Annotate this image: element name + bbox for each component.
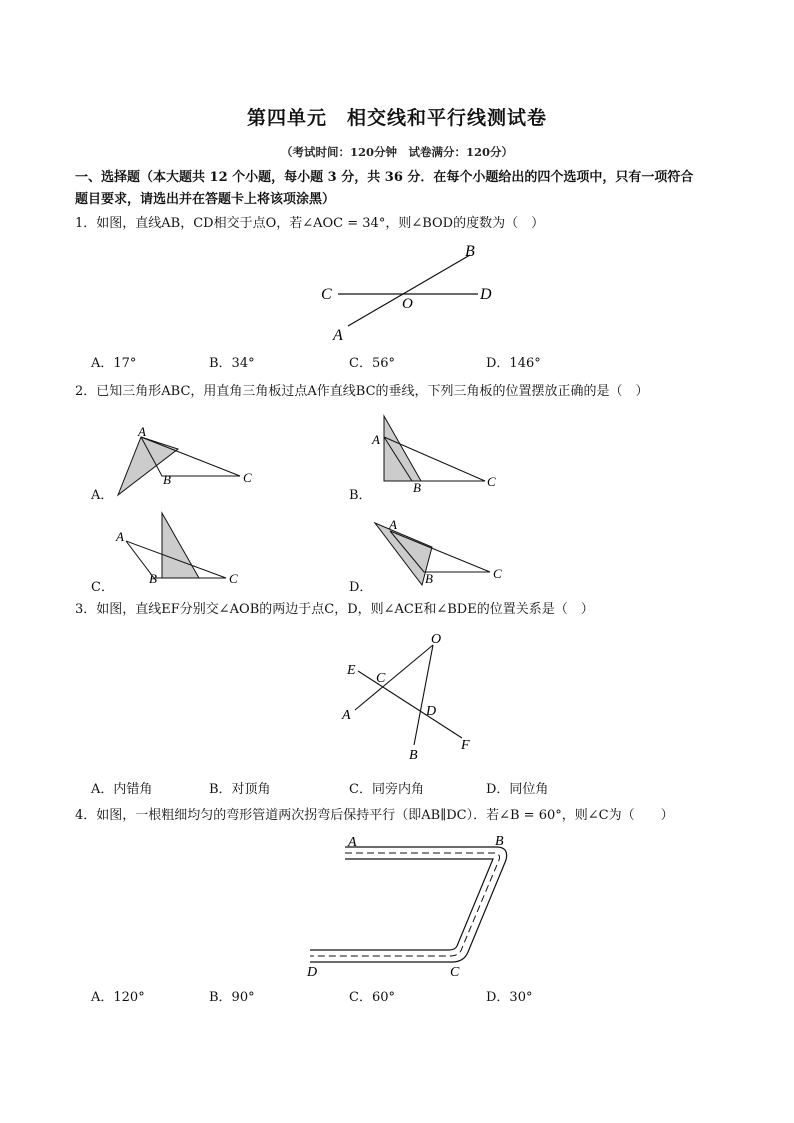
section-heading: 一、选择题	[75, 170, 141, 185]
q2-option-a[interactable]: A．	[91, 488, 114, 503]
q4-label-c: C	[450, 965, 460, 980]
q4-label-a: A	[348, 835, 357, 850]
q1-label-d: D	[480, 286, 492, 303]
q4-label-b: B	[495, 834, 504, 849]
q1-label-b: B	[465, 243, 475, 260]
q3-label-c: C	[376, 671, 386, 686]
q4-pipe-outer	[310, 847, 507, 962]
q3-label-f: F	[461, 738, 470, 753]
q2-option-b[interactable]: B．	[349, 488, 372, 503]
q2d-label-b: B	[425, 571, 433, 586]
q2b-label-a: A	[372, 432, 380, 447]
q3-option-c[interactable]: C．同旁内角	[349, 782, 424, 797]
q2a-label-c: C	[243, 470, 252, 485]
q3-label-o: O	[431, 632, 442, 647]
q2d-label-a: A	[389, 517, 397, 532]
q3-label-b: B	[409, 748, 418, 763]
section-desc-line2: 题目要求，请选出并在答题卡上将该项涂黑）	[75, 192, 336, 207]
q1-label-o: O	[402, 296, 413, 312]
q4-option-c[interactable]: C．60°	[349, 990, 395, 1005]
q2c-label-c: C	[229, 571, 238, 586]
q2c-label-a: A	[116, 529, 124, 544]
q4-label-d: D	[307, 965, 318, 980]
q2d-label-c: C	[493, 566, 502, 581]
q1-stem: 1．如图，直线AB，CD相交于点O，若∠AOC = 34°，则∠BOD的度数为（ ）	[75, 216, 545, 231]
q1-label-a: A	[333, 327, 343, 344]
q4-stem: 4．如图，一根粗细均匀的弯形管道两次拐弯后保持平行（即AB∥DC）．若∠B = 60°，则∠C为（ ）	[75, 808, 674, 823]
q4-option-a[interactable]: A．120°	[91, 990, 145, 1005]
q1-option-b[interactable]: B．34°	[209, 356, 255, 371]
page-subtitle: （考试时间：120分钟 试卷满分：120分）	[280, 145, 513, 159]
section-desc: （本大题共 12 个小题，每小题 3 分，共 36 分．在每个小题给出的四个选项中，只有一项符合	[140, 170, 694, 185]
q2c-label-b: B	[149, 571, 157, 586]
q1-label-c: C	[321, 286, 332, 303]
q2-option-c[interactable]: C．	[91, 580, 114, 595]
q3-stem: 3．如图，直线EF分别交∠AOB的两边于点C，D，则∠ACE和∠BDE的位置关系是（ ）	[75, 602, 594, 617]
q2-stem: 2．已知三角形ABC，用直角三角板过点A作直线BC的垂线，下列三角板的位置摆放正确的是（ ）	[75, 384, 649, 399]
q3-label-e: E	[347, 663, 356, 678]
q2b-label-c: C	[487, 474, 496, 489]
q2a-label-a: A	[138, 424, 146, 439]
q4-pipe-center	[310, 853, 500, 956]
q3-label-a: A	[342, 708, 351, 723]
q4-option-d[interactable]: D．30°	[486, 990, 533, 1005]
q1-option-c[interactable]: C．56°	[349, 356, 395, 371]
q2-option-d[interactable]: D．	[349, 580, 373, 595]
q3-option-d[interactable]: D．同位角	[486, 782, 549, 797]
page-title: 第四单元 相交线和平行线测试卷	[246, 107, 547, 129]
q4-pipe-inner	[310, 859, 493, 950]
q3-option-b[interactable]: B．对顶角	[209, 782, 271, 797]
q2a-label-b: B	[163, 472, 171, 487]
q1-option-a[interactable]: A．17°	[91, 356, 137, 371]
q2b-label-b: B	[413, 480, 421, 495]
q3-option-a[interactable]: A．内错角	[91, 782, 153, 797]
q4-option-b[interactable]: B．90°	[209, 990, 255, 1005]
q1-option-d[interactable]: D．146°	[486, 356, 541, 371]
q3-label-d: D	[426, 704, 437, 719]
